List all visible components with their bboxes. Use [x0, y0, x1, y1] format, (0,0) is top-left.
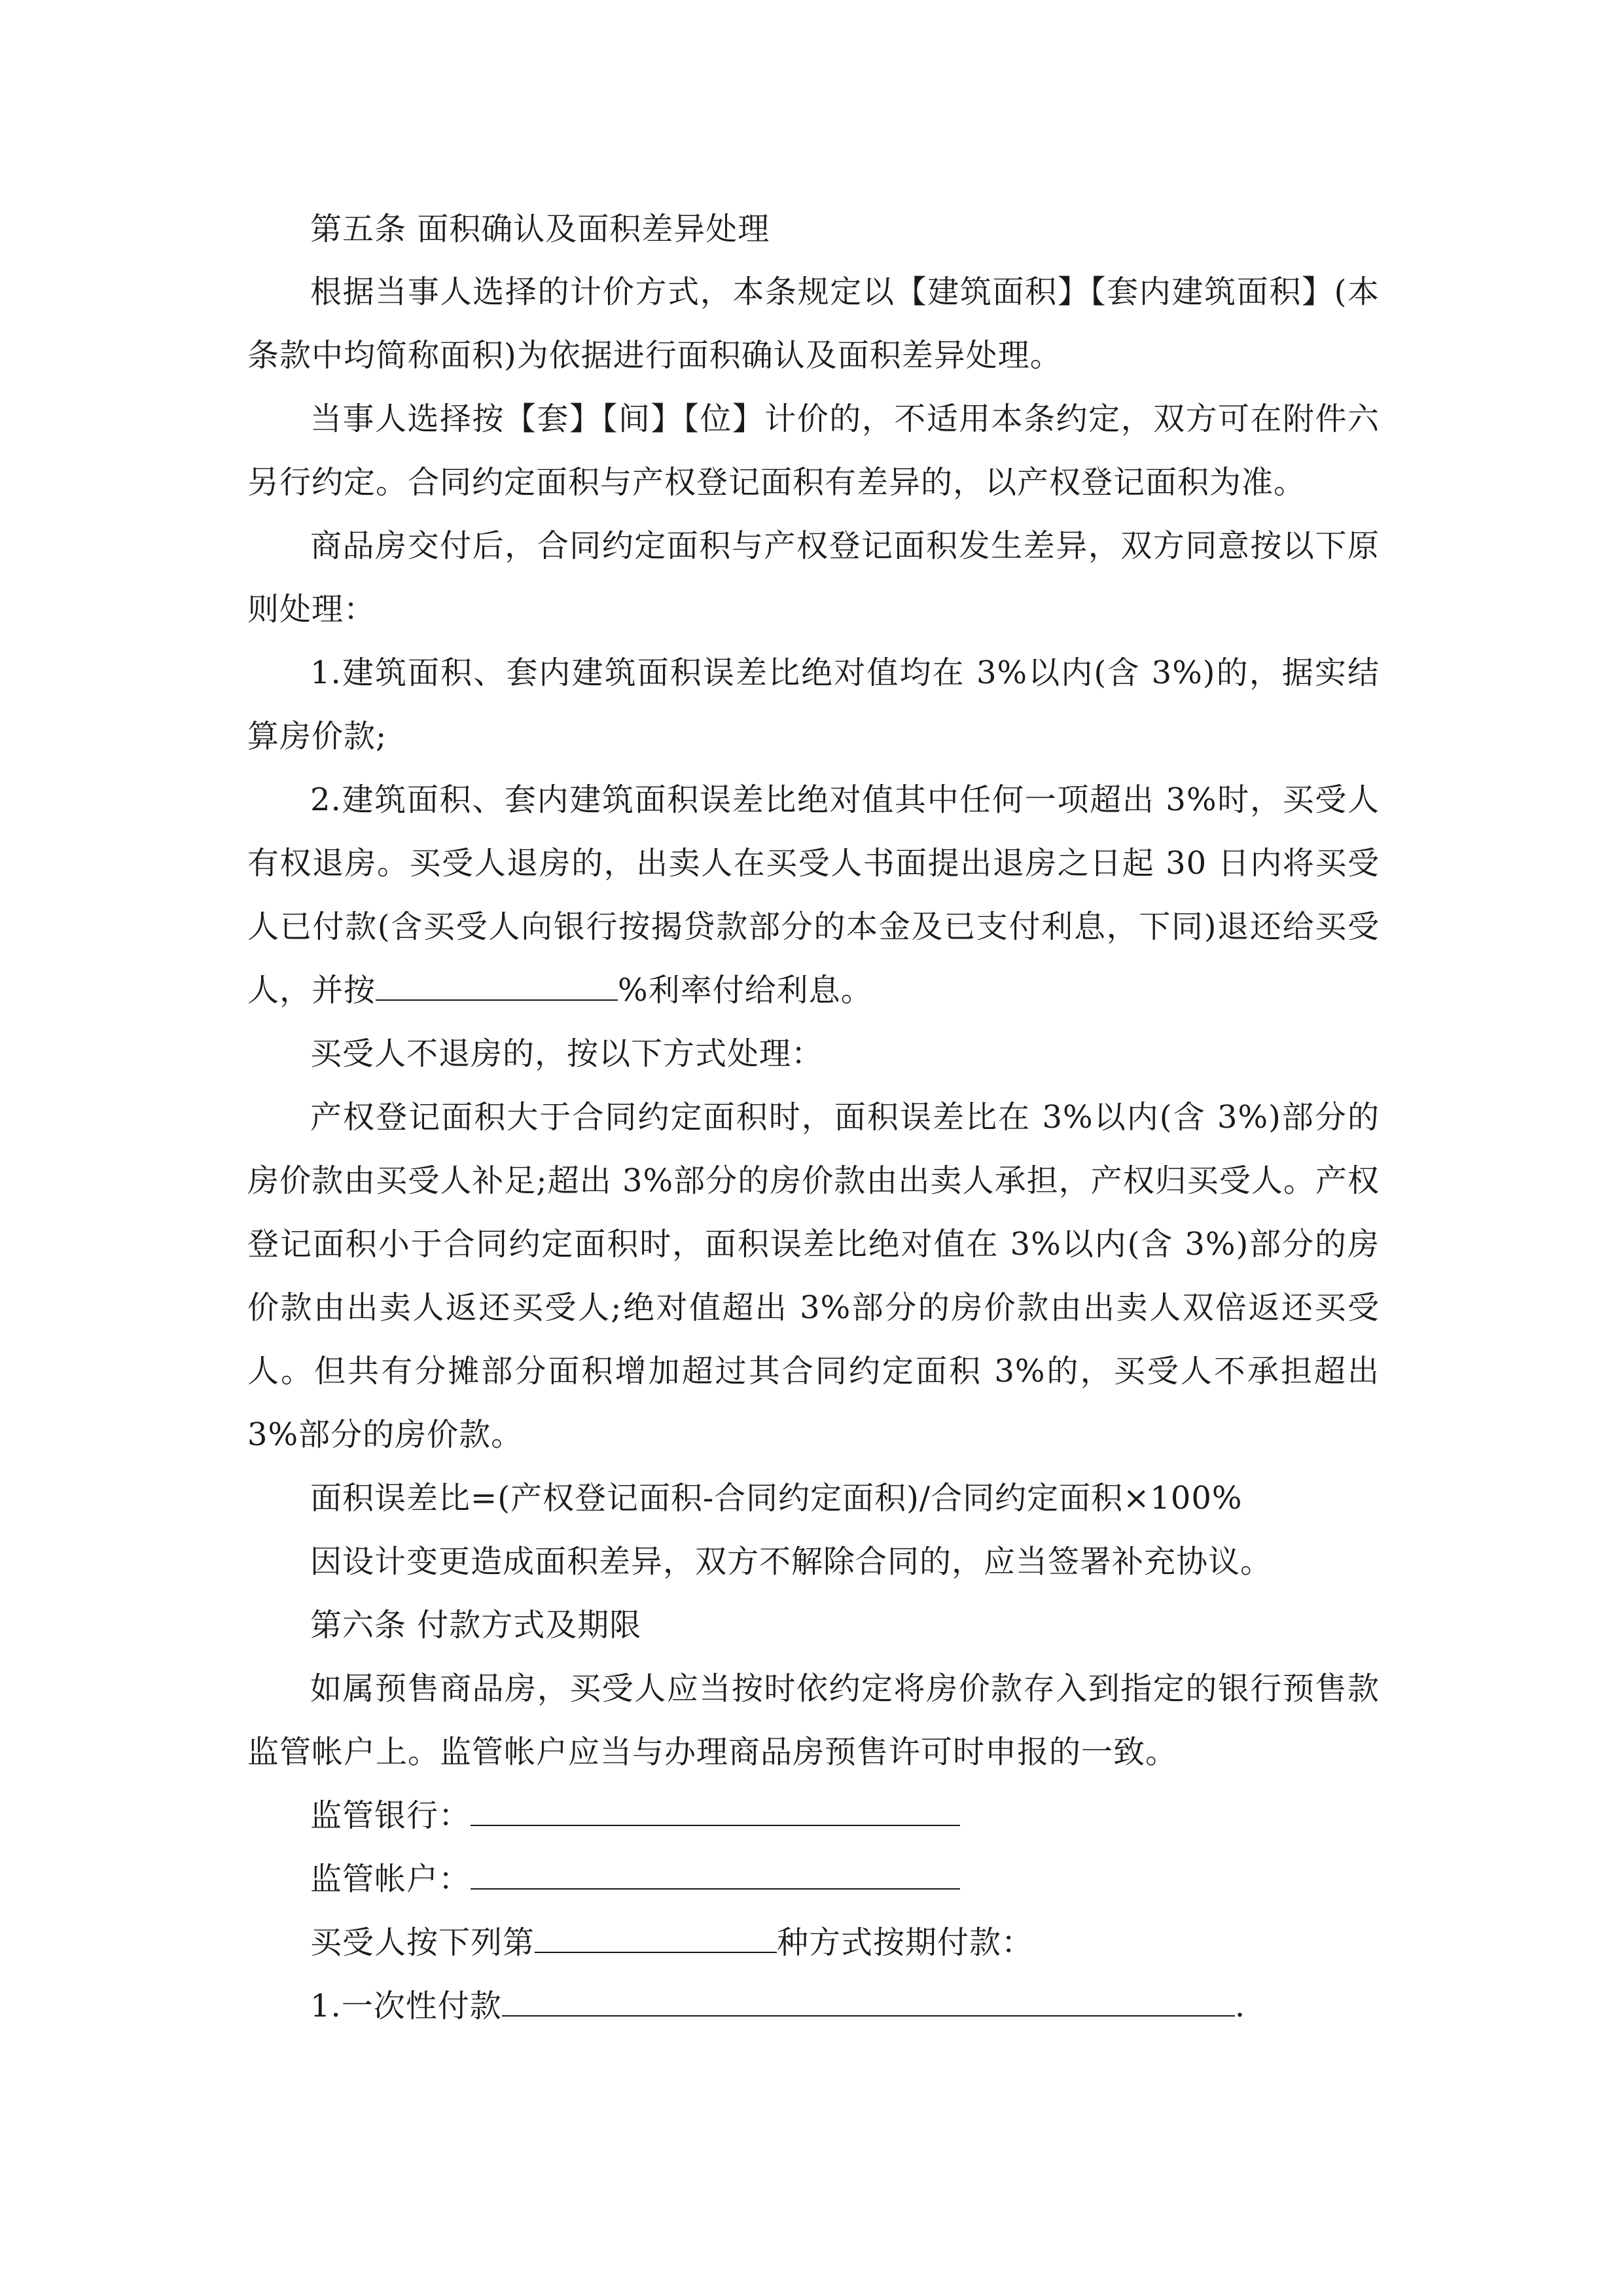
article-5-heading: 第五条 面积确认及面积差异处理: [310, 211, 770, 247]
clause-2-text: 2.建筑面积、套内建筑面积误差比绝对值其中任何一项超出 3%时，买受人有权退房。买受人退房的，出卖人在买受人书面提出退房之日起 30 日内将买受人已付款(含买受人向银行按揭贷款部分的本金及已支付利息，下同)退还给买受人，并按: [247, 781, 1380, 1009]
paragraph-pricing-basis: 根据当事人选择的计价方式，本条规定以【建筑面积】【套内建筑面积】(本条款中均简称面积)为依据进行面积确认及面积差异处理。: [247, 274, 1380, 374]
supervising-bank-line: [247, 1784, 1380, 1848]
supervising-account-line: [247, 1848, 1380, 1911]
supervising-bank-blank[interactable]: [471, 1792, 960, 1826]
interest-rate-blank[interactable]: [376, 967, 618, 1001]
supervising-bank-label: 监管银行：: [310, 1797, 471, 1834]
article-6-heading: 第六条 付款方式及期限: [310, 1607, 642, 1643]
paragraph-design-change: 因设计变更造成面积差异，双方不解除合同的，应当签署补充协议。: [310, 1543, 1273, 1580]
lump-sum-end: .: [1234, 1988, 1246, 2024]
lump-sum-line: [247, 1975, 1380, 2038]
lump-sum-blank[interactable]: [502, 1982, 1235, 2017]
lump-sum-label: 1.一次性付款: [310, 1988, 502, 2024]
clause-1-within-3-percent: 1.建筑面积、套内建筑面积误差比绝对值均在 3%以内(含 3%)的，据实结算房价款;: [247, 655, 1380, 755]
payment-method-blank[interactable]: [535, 1919, 777, 1953]
paragraph-escrow-account: 如属预售商品房，买受人应当按时依约定将房价款存入到指定的银行预售款监管帐户上。监管帐户应当与办理商品房预售许可时申报的一致。: [247, 1670, 1380, 1770]
supervising-account-label: 监管帐户：: [310, 1861, 471, 1897]
payment-method-text: 买受人按下列第: [310, 1924, 535, 1961]
clause-2-exceeds-3-percent: [247, 768, 1380, 1022]
payment-method-text-end: 种方式按期付款：: [777, 1924, 1034, 1961]
paragraph-difference-principle: 商品房交付后，合同约定面积与产权登记面积发生差异，双方同意按以下原则处理：: [247, 528, 1380, 628]
paragraph-unit-pricing: 当事人选择按【套】【间】【位】计价的，不适用本条约定，双方可在附件六另行约定。合同约定面积与产权登记面积有差异的，以产权登记面积为准。: [247, 401, 1380, 501]
clause-2-text-end: %利率付给利息。: [618, 972, 873, 1009]
paragraph-no-return: 买受人不退房的，按以下方式处理：: [310, 1035, 824, 1072]
paragraph-area-adjustment: 产权登记面积大于合同约定面积时，面积误差比在 3%以内(含 3%)部分的房价款由买受人补足;超出 3%部分的房价款由出卖人承担，产权归买受人。产权登记面积小于合同约定面积时，面积误差比绝对值在 3%以内(含 3%)部分的房价款由出卖人返还买受人;绝对值超出 3%部分的房价款由出卖人双倍返还买受人。但共有分摊部分面积增加超过其合同约定面积 3%的，买受人不承担超出 3%部分的房价款。: [247, 1099, 1380, 1453]
payment-method-line: [247, 1911, 1380, 1975]
area-error-formula: 面积误差比=(产权登记面积-合同约定面积)/合同约定面积×100%: [310, 1480, 1243, 1516]
supervising-account-blank[interactable]: [471, 1856, 960, 1890]
